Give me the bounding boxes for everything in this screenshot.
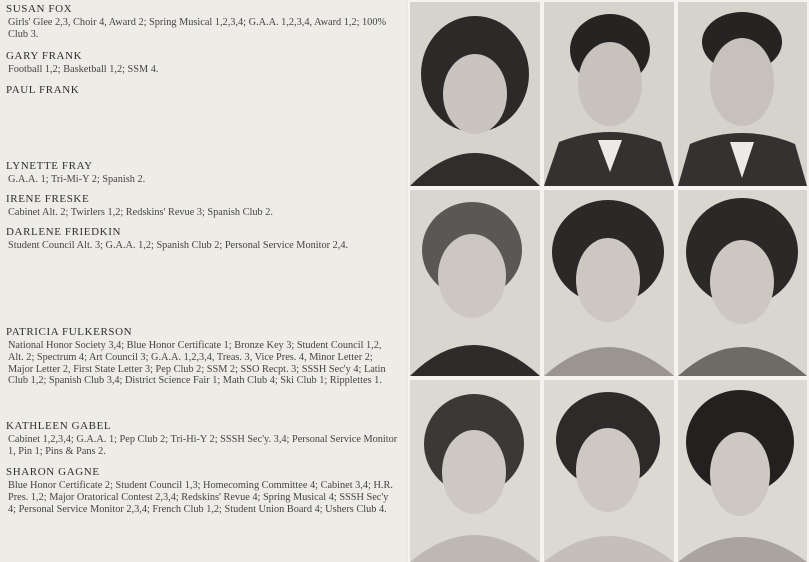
student-entry-kathleen-gabel xyxy=(6,420,398,458)
student-name: KATHLEEN GABEL xyxy=(6,420,112,432)
student-activities: National Honor Society 3,4; Blue Honor Certificate 1; Bronze Key 3; Student Council 1,2, Alt. 2; Spectrum 4; Art Council 3; G.A.A. 1,2,3,4, Treas. 3, Vice Pres. 4, Minor Letter 2; Major Letter 2, First State Letter 3; Pep Club 2; SSM 2; SSO Recpt. 3; SSSH Sec'y 4; Latin Club 1,2; Spanish Club 3,4; District Science Fair 1; Math Club 4; Ski Club 1; Ripplettes 1. xyxy=(8,340,386,387)
student-entry-sharon-gagne xyxy=(6,466,398,515)
student-entry-susan-fox xyxy=(6,3,398,41)
student-entry-darlene-friedkin xyxy=(6,226,398,252)
student-entry-patricia-fulkerson xyxy=(6,326,398,387)
portrait-photo-icon xyxy=(678,380,807,562)
student-activities: Student Council Alt. 3; G.A.A. 1,2; Spanish Club 2; Personal Service Monitor 2,4. xyxy=(8,240,349,251)
student-name: LYNETTE FRAY xyxy=(6,160,93,172)
portrait-photo-icon xyxy=(678,190,807,376)
portrait-photo-icon xyxy=(678,2,807,186)
student-activities: Girls' Glee 2,3, Choir 4, Award 2; Spring Musical 1,2,3,4; G.A.A. 1,2,3,4, Award 1,2; 100% Club 3. xyxy=(8,17,387,40)
student-name: PATRICIA FULKERSON xyxy=(6,326,133,338)
portrait-photo-icon xyxy=(410,190,540,376)
portrait-photo-icon xyxy=(410,380,540,562)
student-name: SUSAN FOX xyxy=(6,3,73,15)
student-name: GARY FRANK xyxy=(6,50,83,62)
student-entry-gary-frank xyxy=(6,50,398,76)
student-activities: Blue Honor Certificate 2; Student Council 1,3; Homecoming Committee 4; Cabinet 3,4; H.R. Pres. 1,2; Major Oratorical Contest 2,3,4; Redskins' Revue 4; Spring Musical 4; SSSH Sec'y 4; Personal Service Monitor 2,3,4; French Club 1,2; Student Union Board 4; Ushers Club 4. xyxy=(8,480,393,515)
portrait-photo-icon xyxy=(410,2,540,186)
portrait-photo-icon xyxy=(544,2,674,186)
student-entry-irene-freske xyxy=(6,193,398,219)
student-name: DARLENE FRIEDKIN xyxy=(6,226,122,238)
student-entry-lynette-fray xyxy=(6,160,398,186)
student-activities: Football 1,2; Basketball 1,2; SSM 4. xyxy=(8,64,159,75)
student-activities: G.A.A. 1; Tri-Mi-Y 2; Spanish 2. xyxy=(8,174,146,185)
student-name: SHARON GAGNE xyxy=(6,466,100,478)
portrait-photo-icon xyxy=(544,190,674,376)
student-activities: Cabinet Alt. 2; Twirlers 1,2; Redskins' Revue 3; Spanish Club 2. xyxy=(8,207,273,218)
student-name: PAUL FRANK xyxy=(6,84,80,96)
student-entry-paul-frank xyxy=(6,84,398,97)
portrait-photo-icon xyxy=(544,380,674,562)
student-name: IRENE FRESKE xyxy=(6,193,90,205)
portrait-grid xyxy=(408,0,809,562)
student-activities: Cabinet 1,2,3,4; G.A.A. 1; Pep Club 2; Tri-Hi-Y 2; SSSH Sec'y. 3,4; Personal Service Monitor 1, Pin 1; Pins & Pans 2. xyxy=(8,434,398,457)
